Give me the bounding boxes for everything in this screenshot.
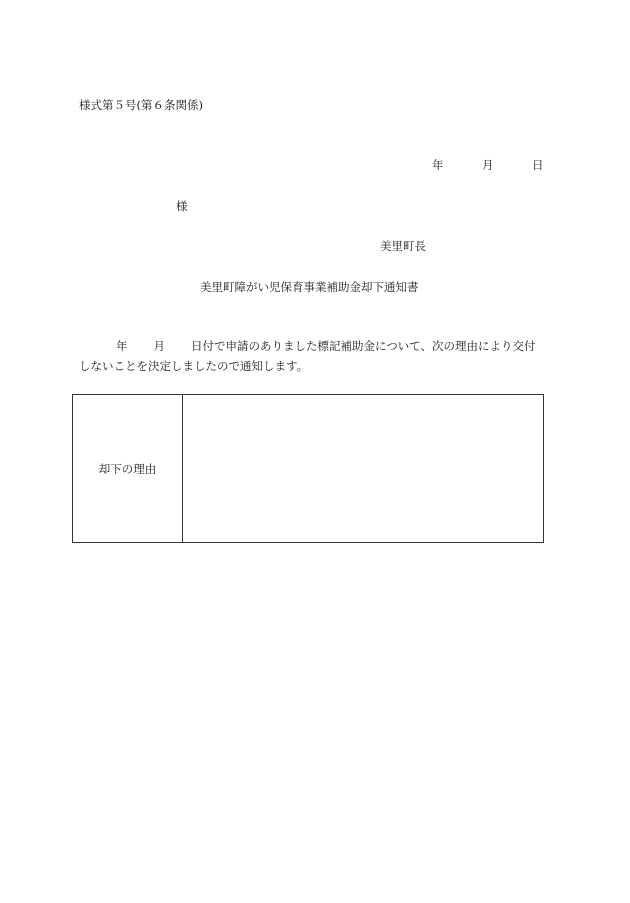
date-day-label: 日 — [532, 158, 544, 172]
date-year-label: 年 — [432, 158, 444, 172]
body-year-label: 年 — [116, 339, 128, 353]
body-line-2: しないことを決定しましたので通知します。 — [79, 359, 309, 373]
form-number: 様式第５号(第６条関係) — [79, 98, 203, 112]
reason-label-cell — [73, 395, 183, 542]
body-line-1-text: 日付で申請のありました標記補助金について、次の理由により交付 — [191, 339, 536, 353]
issuer-name: 美里町長 — [380, 239, 426, 253]
recipient-honorific: 様 — [176, 199, 188, 213]
reason-value-cell — [183, 395, 543, 542]
date-month-label: 月 — [482, 158, 494, 172]
reason-label: 却下の理由 — [98, 461, 157, 476]
document-title: 美里町障がい児保育事業補助金却下通知書 — [200, 280, 419, 294]
body-paragraph — [79, 336, 557, 376]
reason-table — [72, 394, 544, 543]
body-line-1 — [79, 336, 557, 356]
body-month-label: 月 — [153, 339, 165, 353]
